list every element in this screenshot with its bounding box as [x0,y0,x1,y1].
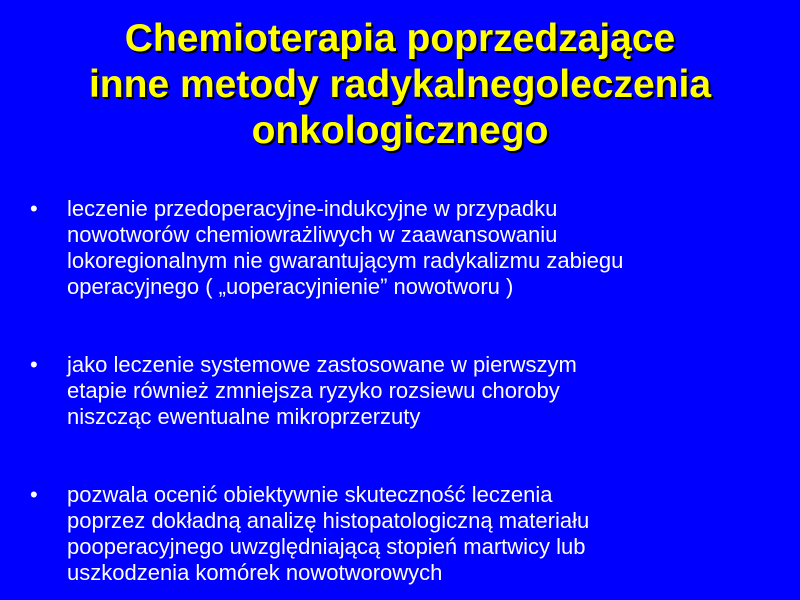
bullet-line: uszkodzenia komórek nowotworowych [67,560,443,585]
bullet-dot-icon: • [30,196,38,221]
bullet-list [30,196,780,586]
bullet-item-1 [30,196,780,300]
title-line-1: Chemioterapia poprzedzające [124,17,676,60]
bullet-line: nowotworów chemiowrażliwych w zaawansowaniu [67,222,558,247]
bullet-line: pozwala ocenić obiektywnie skuteczność leczenia [67,482,553,507]
bullet-line: poprzez dokładną analizę histopatologiczną materiału [67,508,590,533]
slide-title [10,16,790,154]
bullet-item-2 [30,352,780,430]
bullet-item-3 [30,482,780,586]
bullet-text [67,196,780,300]
bullet-dot-icon: • [30,352,38,377]
bullet-line: leczenie przedoperacyjne-indukcyjne w przypadku [67,196,558,221]
bullet-line: lokoregionalnym nie gwarantującym radykalizmu zabiegu [67,248,624,273]
title-line-2: inne metody radykalnegoleczenia [88,63,712,106]
bullet-line: operacyjnego ( „uoperacyjnienie” nowotworu ) [67,274,514,299]
bullet-dot-icon: • [30,482,38,507]
bullet-line: etapie również zmniejsza ryzyko rozsiewu choroby [67,378,560,403]
title-line-3: onkologicznego [251,109,549,152]
bullet-text [67,352,780,430]
bullet-text [67,482,780,586]
bullet-line: pooperacyjnego uwzględniającą stopień martwicy lub [67,534,586,559]
bullet-line: niszcząc ewentualne mikroprzerzuty [67,404,421,429]
bullet-line: jako leczenie systemowe zastosowane w pierwszym [67,352,577,377]
